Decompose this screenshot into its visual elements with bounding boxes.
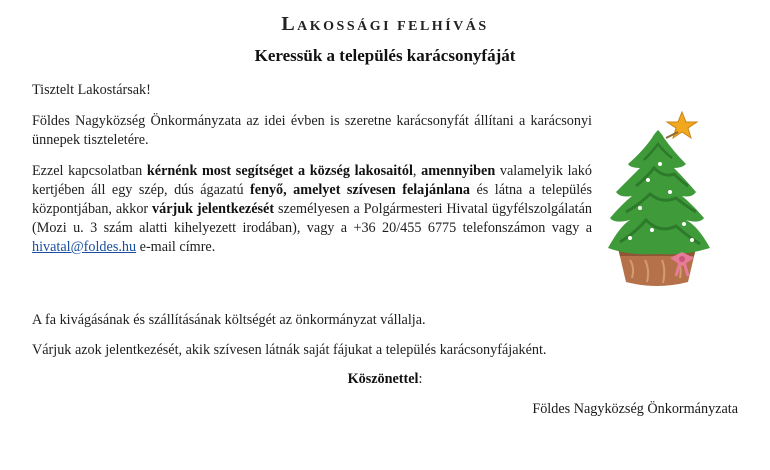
closing-colon: : (418, 371, 423, 387)
cost-paragraph: A fa kivágásának és szállításának költségét az önkormányzat vállalja. (32, 312, 426, 328)
main-text-4: és látna a település központjában, akkor (32, 182, 592, 217)
closing (0, 371, 770, 388)
email-link[interactable]: hivatal@foldes.hu (32, 239, 137, 255)
title-initial: L (281, 13, 298, 35)
invite-paragraph: Várjuk azok jelentkezését, akik szívesen látnák saját fájukat a település karácsonyfájaként. (32, 342, 547, 358)
star-shape (666, 112, 697, 138)
main-text-3: valamelyik lakó kertjében áll egy szép, dús ágazatú (32, 163, 592, 198)
main-bold-2: amennyiben (421, 163, 496, 179)
greeting: Tisztelt Lakostársak! (32, 82, 151, 98)
main-bold-3: fenyő, amelyet szívesen felajánlana (250, 182, 471, 198)
title-rest: AKOSSÁGI FELHÍVÁS (297, 19, 489, 34)
intro-paragraph: Földes Nagyközség Önkormányzata az idei évben is szeretne karácsonyfát állítani a karácsonyi ünnepek tiszteletére. (32, 113, 592, 148)
christmas-tree-icon (600, 108, 718, 290)
main-text-2: , (412, 163, 422, 179)
main-bold-4: várjuk jelentkezését (152, 201, 275, 217)
main-bold-1: kérnénk most segítséget a község lakosaitól (146, 163, 413, 179)
main-text-5: személyesen a Polgármesteri Hivatal ügyfélszolgálatán (Mozi u. 3 szám alatti kihelyezett irodában), vagy a +36 20/455 6775 telefonszámon vagy a (32, 201, 592, 236)
page-title (0, 13, 770, 36)
closing-label: Köszönettel (347, 371, 419, 387)
signature: Földes Nagyközség Önkormányzata (532, 401, 738, 417)
main-text-1: Ezzel kapcsolatban (32, 163, 147, 179)
main-text-6: e-mail címre. (136, 239, 216, 255)
tree-body (608, 130, 710, 254)
page-subtitle: Keressük a település karácsonyfáját (254, 46, 516, 65)
main-paragraph (32, 162, 592, 257)
